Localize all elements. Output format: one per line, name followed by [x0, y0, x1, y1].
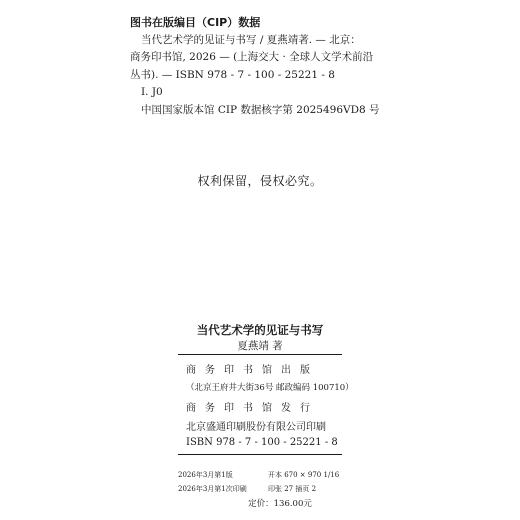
sheets-text: 印张 27 插页 2 [268, 485, 317, 493]
distributor-line: 商务印书馆发行 [186, 403, 319, 414]
edition-text: 2026年3月第1版 [178, 471, 233, 479]
format-text: 开本 670 × 970 1/16 [268, 471, 340, 479]
cip-line-record-number: 中国国家版本馆 CIP 数据核字第 2025496VD8 号 [141, 103, 380, 116]
printer-line: 北京盛通印刷股份有限公司印刷 [186, 422, 326, 433]
top-rule [178, 354, 342, 355]
isbn-line: ISBN 978 - 7 - 100 - 25221 - 8 [186, 437, 338, 448]
cip-line-title: 当代艺术学的见证与书写 / 夏燕靖著. — 北京： [141, 33, 361, 46]
book-title: 当代艺术学的见证与书写 [196, 323, 324, 337]
cip-line-isbn: 丛书). — ISBN 978 - 7 - 100 - 25221 - 8 [130, 68, 335, 81]
publisher-address: （北京王府井大街36号 邮政编码 100710） [186, 383, 354, 393]
cip-line-classification: Ⅰ. J0 [141, 86, 163, 98]
publisher-line: 商务印书馆出版 [186, 365, 319, 376]
cip-line-publisher: 商务印书馆, 2026 — (上海交大 · 全球人文学术前沿 [130, 51, 374, 63]
cip-heading: 图书在版编目（CIP）数据 [130, 16, 261, 29]
printing-row [178, 484, 342, 494]
book-author: 夏燕靖 著 [237, 340, 283, 352]
edition-row [178, 470, 342, 480]
price-text: 定价：136.00元 [248, 499, 312, 509]
printing-text: 2026年3月第1次印刷 [178, 485, 247, 493]
cip-block [130, 14, 500, 119]
rights-notice: 权利保留，侵权必究。 [197, 174, 323, 188]
bottom-rule [178, 454, 342, 455]
